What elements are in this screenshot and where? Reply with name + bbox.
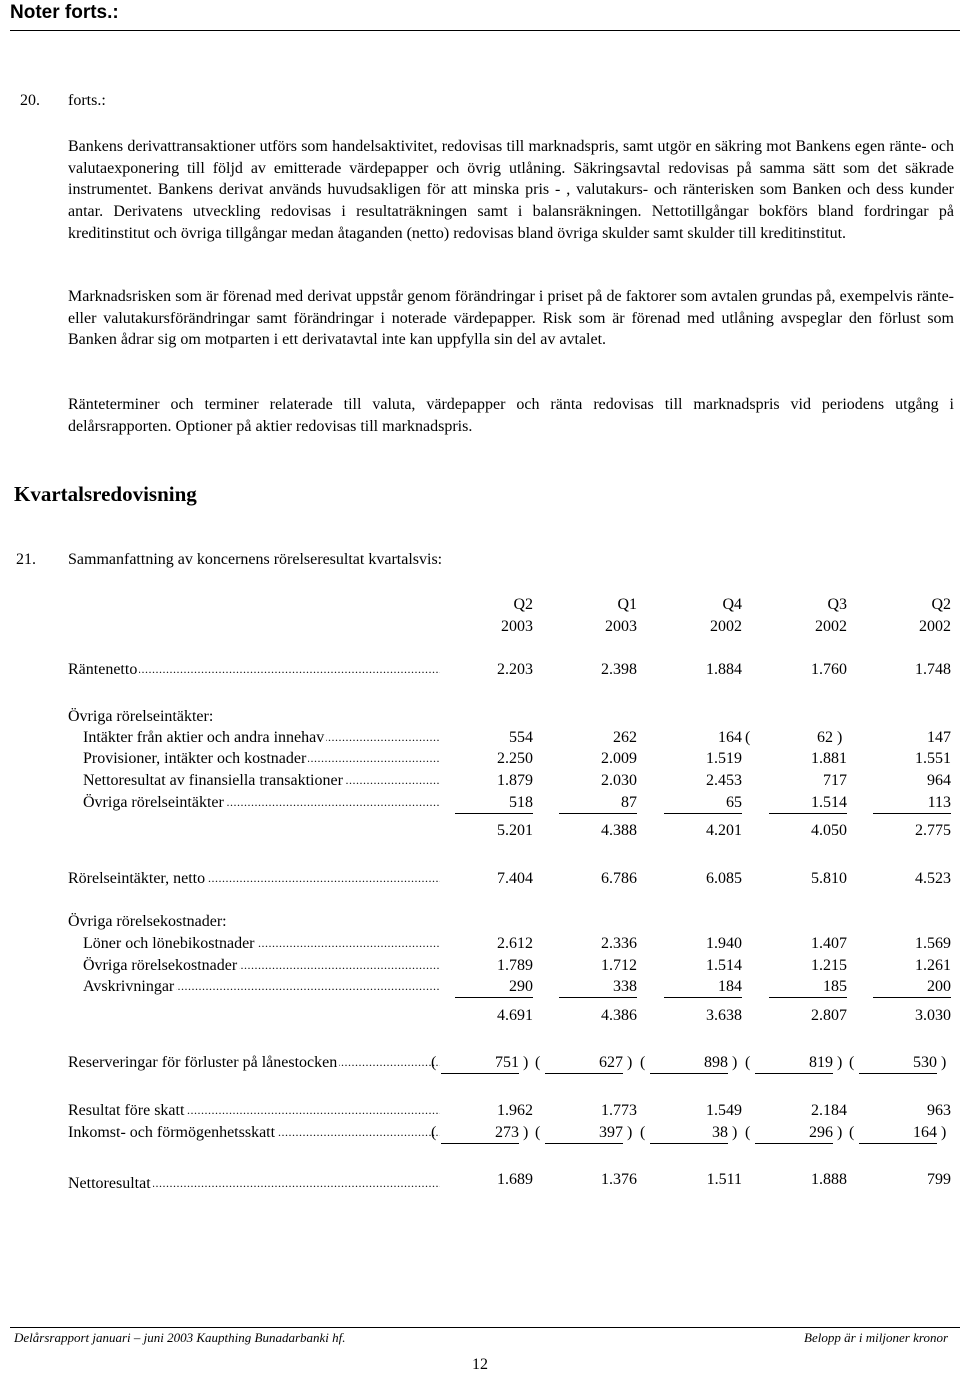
row-label: Nettoresultat [68,1175,151,1192]
table-cell: 7.404 [497,870,533,887]
open-paren: ( [431,1054,437,1071]
table-cell: 1.549 [706,1102,742,1119]
open-paren: ( [849,1054,855,1071]
row-label: Löner och lönebikostnader [83,935,255,952]
table-cell: 1.519 [706,750,742,767]
open-paren: ( [535,1054,541,1071]
footer-currency-note: Belopp är i miljoner kronor [804,1330,948,1345]
table-cell: 1.888 [811,1171,847,1188]
table-cell: 87 [559,793,637,814]
open-paren: ( [431,1124,437,1141]
table-cell: 4.523 [915,870,951,887]
close-paren: ) [837,729,843,746]
table-cell: 518 [455,793,533,814]
open-paren: ( [535,1124,541,1141]
table-cell: 1.551 [915,750,951,767]
section-21-title: Sammanfattning av koncernens rörelseresultat kvartalsvis: [68,551,443,568]
table-cell: 2.398 [601,661,637,678]
table-cell: 1.511 [706,1171,742,1188]
header-rule [10,30,960,31]
table-cell: 200 [873,977,951,998]
table-cell: 898 [650,1053,728,1074]
row-label: Räntenetto [68,661,138,678]
col-header-2: Q1 2003 [605,596,637,635]
row-label: Övriga rörelseintäkter: [68,708,214,725]
table-cell: 2.030 [601,772,637,789]
open-paren: ( [745,729,751,746]
section-20-number: 20. [20,92,40,109]
table-cell: 964 [927,772,951,789]
close-paren: ) [627,1054,633,1071]
row-label: Intäkter från aktier och andra innehav [83,729,325,746]
row-label: Avskrivningar [83,978,175,995]
table-cell: 3.030 [915,1007,951,1024]
close-paren: ) [523,1124,529,1141]
open-paren: ( [849,1124,855,1141]
close-paren: ) [732,1124,738,1141]
section-20-label: forts.: [68,92,106,109]
table-cell: 1.760 [811,661,847,678]
section-21-number: 21. [16,551,36,568]
table-cell: 1.514 [769,793,847,814]
close-paren: ) [837,1054,843,1071]
table-cell: 62 [817,729,833,746]
table-cell: 2.336 [601,935,637,952]
table-cell: 2.184 [811,1102,847,1119]
close-paren: ) [732,1054,738,1071]
table-cell: 1.879 [497,772,533,789]
table-cell: 4.691 [497,1007,533,1024]
table-cell: 627 [545,1053,623,1074]
footer-rule [10,1327,960,1328]
table-cell: 338 [559,977,637,998]
table-cell: 2.775 [915,822,951,839]
table-cell: 296 [755,1123,833,1144]
row-label: Rörelseintäkter, netto [68,870,206,887]
row-label: Inkomst- och förmögenhetsskatt [68,1124,276,1141]
open-paren: ( [745,1054,751,1071]
table-cell: 4.201 [706,822,742,839]
table-cell: 530 [859,1053,937,1074]
table-cell: 2.453 [706,772,742,789]
table-cell: 963 [927,1102,951,1119]
col-header-3: Q4 2002 [710,596,742,635]
paragraph-marknadsrisk: Marknadsrisken som är förenad med derivat uppstår genom förändringar i priset på de faktorer som avtalen grundas på, exempelvis ränte- eller valutakursförändringar samt förändringar i noterade värdepapper. Risk som är förenad med utlåning avspeglar den förlust som Banken ådrar sig om motparten i ett derivatavtal inte kan uppfylla sin del av avtalet. [68,288,954,348]
row-label: Reserveringar för förluster på lånestocken [68,1054,338,1071]
table-cell: 4.386 [601,1007,637,1024]
table-cell: 1.215 [811,957,847,974]
table-cell: 185 [769,977,847,998]
page-number: 12 [472,1356,488,1373]
table-cell: 5.810 [811,870,847,887]
table-cell: 1.261 [915,957,951,974]
table-cell: 2.009 [601,750,637,767]
table-cell: 164 [859,1123,937,1144]
open-paren: ( [640,1124,646,1141]
table-cell: 147 [927,729,951,746]
table-cell: 4.050 [811,822,847,839]
table-cell: 1.712 [601,957,637,974]
table-cell: 1.940 [706,935,742,952]
table-cell: 397 [545,1123,623,1144]
table-cell: 1.689 [497,1171,533,1188]
page-header-title: Noter forts.: [10,2,119,23]
row-label: Resultat före skatt [68,1102,185,1119]
paragraph-ranteterminer: Ränteterminer och terminer relaterade till valuta, värdepapper och ränta redovisas till marknadspris vid periodens utgång i delårsrapporten. Optioner på aktier redovisas till marknadspris. [68,396,954,435]
table-cell: 717 [823,772,847,789]
table-cell: 1.789 [497,957,533,974]
row-label: Övriga rörelsekostnader [83,957,238,974]
table-cell: 1.569 [915,935,951,952]
paragraph-derivat: Bankens derivattransaktioner utförs som handelsaktivitet, redovisas till marknadspris, samt utgör en säkring mot Bankens egen ränte- och valutaexponering till följd av emitterade värdepapper och övrig utlåning. Säkringsavtal redovisas på samma sätt som det säkrade instrumentet. Bankens derivat används huvudsakligen för att minska pris - , valutakurs- och ränterisken som Banken och dess kunder antar. Derivatens utveckling redovisas i resultaträkningen samt i balansräkningen. Nettotillgångar bokförs bland fordringar på kreditinstitut och övriga tillgångar medan åtaganden (netto) redovisas bland övriga skulder samt skulder till kreditinstitut. [68,138,954,242]
col-header-5: Q2 2002 [919,596,951,635]
close-paren: ) [941,1124,947,1141]
table-cell: 819 [755,1053,833,1074]
row-label: Övriga rörelsekostnader: [68,913,227,930]
table-cell: 5.201 [497,822,533,839]
heading-kvartalsredovisning: Kvartalsredovisning [14,482,197,506]
table-cell: 65 [664,793,742,814]
table-cell: 164 [718,729,742,746]
table-cell: 1.773 [601,1102,637,1119]
table-cell: 3.638 [706,1007,742,1024]
table-cell: 38 [650,1123,728,1144]
table-cell: 2.807 [811,1007,847,1024]
table-cell: 1.514 [706,957,742,974]
table-cell: 4.388 [601,822,637,839]
close-paren: ) [941,1054,947,1071]
footer-report-title: Delårsrapport januari – juni 2003 Kaupthing Bunadarbanki hf. [14,1330,346,1345]
close-paren: ) [627,1124,633,1141]
table-cell: 554 [509,729,533,746]
open-paren: ( [745,1124,751,1141]
table-cell: 6.786 [601,870,637,887]
table-cell: 1.881 [811,750,847,767]
table-cell: 751 [441,1053,519,1074]
close-paren: ) [523,1054,529,1071]
table-cell: 1.748 [915,661,951,678]
row-label: Nettoresultat av finansiella transaktioner [83,772,343,789]
table-cell: 1.884 [706,661,742,678]
table-cell: 113 [873,793,951,814]
table-cell: 1.962 [497,1102,533,1119]
open-paren: ( [640,1054,646,1071]
row-label: Provisioner, intäkter och kostnader [83,750,307,767]
table-cell: 799 [927,1171,951,1188]
table-cell: 2.203 [497,661,533,678]
col-header-4: Q3 2002 [815,596,847,635]
table-cell: 2.612 [497,935,533,952]
col-header-1: Q2 2003 [501,596,533,635]
table-cell: 262 [613,729,637,746]
table-cell: 290 [455,977,533,998]
row-label: Övriga rörelseintäkter [83,794,224,811]
table-cell: 273 [441,1123,519,1144]
table-cell: 1.407 [811,935,847,952]
table-cell: 2.250 [497,750,533,767]
close-paren: ) [837,1124,843,1141]
table-cell: 184 [664,977,742,998]
table-cell: 6.085 [706,870,742,887]
table-cell: 1.376 [601,1171,637,1188]
